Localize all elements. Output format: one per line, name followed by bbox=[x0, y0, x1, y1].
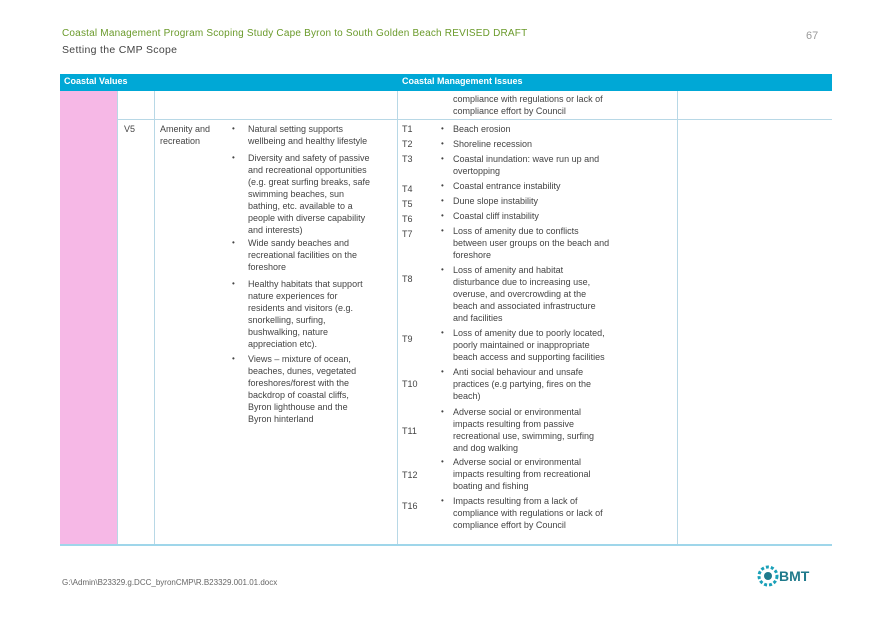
issue-code: T8 bbox=[402, 274, 413, 284]
value-item-line: (e.g. great surfing breaks, safe bbox=[248, 177, 371, 187]
issue-line: Impacts resulting from a lack of bbox=[453, 496, 578, 506]
issue-line: Coastal inundation: wave run up and bbox=[453, 154, 600, 164]
issue-line: and dog walking bbox=[453, 443, 519, 453]
bmt-logo-text: BMT bbox=[779, 568, 810, 584]
issue-line: Adverse social or environmental bbox=[453, 407, 582, 417]
bullet: • bbox=[441, 457, 444, 466]
bullet: • bbox=[441, 226, 444, 235]
divider bbox=[154, 91, 155, 545]
issue-line: boating and fishing bbox=[453, 481, 529, 491]
value-item-line: Natural setting supports bbox=[248, 124, 344, 134]
issue-code: T2 bbox=[402, 139, 413, 149]
issue-code: T6 bbox=[402, 214, 413, 224]
issue-line: Adverse social or environmental bbox=[453, 457, 582, 467]
issue-line: recreational use, swimming, surfing bbox=[453, 431, 595, 441]
value-item-line: recreational facilities on the bbox=[248, 250, 358, 260]
value-item-line: wellbeing and healthy lifestyle bbox=[248, 136, 368, 146]
bullet: • bbox=[232, 238, 235, 247]
value-name-line: recreation bbox=[160, 136, 201, 146]
value-item-line: foreshore bbox=[248, 262, 287, 272]
issue-line: compliance with regulations or lack of bbox=[453, 508, 603, 518]
issue-line: beach access and supporting facilities bbox=[453, 352, 605, 362]
bullet: • bbox=[441, 139, 444, 148]
value-item-line: bushwalking, nature bbox=[248, 327, 329, 337]
value-name-line: Amenity and bbox=[160, 124, 211, 134]
issue-code: T3 bbox=[402, 154, 413, 164]
issue-line: practices (e.g partying, fires on the bbox=[453, 379, 592, 389]
value-item-line: people with diverse capability bbox=[248, 213, 366, 223]
bullet: • bbox=[441, 124, 444, 133]
continued-text-line: compliance with regulations or lack of bbox=[453, 94, 603, 104]
issue-line: Anti social behaviour and unsafe bbox=[453, 367, 584, 377]
issue-line: impacts resulting from recreational bbox=[453, 469, 591, 479]
value-item-line: snorkelling, surfing, bbox=[248, 315, 326, 325]
continued-text-line: compliance effort by Council bbox=[453, 106, 566, 116]
bullet: • bbox=[441, 496, 444, 505]
bullet: • bbox=[441, 196, 444, 205]
issue-line: between user groups on the beach and bbox=[453, 238, 610, 248]
issue-line: overtopping bbox=[453, 166, 501, 176]
issue-line: Loss of amenity and habitat bbox=[453, 265, 564, 275]
value-item-line: beaches, dunes, vegetated bbox=[248, 366, 357, 376]
value-item-line: Wide sandy beaches and bbox=[248, 238, 350, 248]
bmt-logo-icon bbox=[757, 562, 779, 590]
issue-line: Loss of amenity due to poorly located, bbox=[453, 328, 605, 338]
issue-line: Coastal entrance instability bbox=[453, 181, 561, 191]
issue-line: foreshore bbox=[453, 250, 492, 260]
issue-line: poorly maintained or inappropriate bbox=[453, 340, 590, 350]
value-item-line: Views – mixture of ocean, bbox=[248, 354, 351, 364]
bullet: • bbox=[441, 407, 444, 416]
value-item-line: foreshores/forest with the bbox=[248, 378, 350, 388]
header-subtitle: Setting the CMP Scope bbox=[62, 44, 178, 56]
bmt-logo bbox=[757, 562, 817, 592]
value-item-line: and interests) bbox=[248, 225, 303, 235]
bullet: • bbox=[232, 124, 235, 133]
issue-line: beach and associated infrastructure bbox=[453, 301, 596, 311]
value-item-line: Byron hinterland bbox=[248, 414, 314, 424]
divider bbox=[117, 91, 118, 545]
table-bottom-border bbox=[60, 544, 832, 546]
issue-code: T1 bbox=[402, 124, 413, 134]
bullet: • bbox=[232, 354, 235, 363]
issue-line: beach) bbox=[453, 391, 481, 401]
value-item-line: swimming beaches, sun bbox=[248, 189, 345, 199]
bullet: • bbox=[441, 265, 444, 274]
issue-code: T16 bbox=[402, 501, 418, 511]
value-item-line: bathing, etc. available to a bbox=[248, 201, 353, 211]
issue-code: T7 bbox=[402, 229, 413, 239]
bullet: • bbox=[441, 211, 444, 220]
table-header-row bbox=[60, 74, 832, 91]
issue-code: T10 bbox=[402, 379, 418, 389]
issue-line: Dune slope instability bbox=[453, 196, 539, 206]
value-item-line: backdrop of coastal cliffs, bbox=[248, 390, 349, 400]
value-item-line: nature experiences for bbox=[248, 291, 338, 301]
issue-line: Coastal cliff instability bbox=[453, 211, 539, 221]
footer-file-path: G:\Admin\B23329.g.DCC_byronCMP\R.B23329.001.01.docx bbox=[62, 578, 278, 587]
value-item-line: Healthy habitats that support bbox=[248, 279, 363, 289]
coastal-values-table bbox=[60, 74, 832, 546]
issue-code: T11 bbox=[402, 426, 417, 436]
page-number: 67 bbox=[806, 30, 819, 42]
issue-line: Shoreline recession bbox=[453, 139, 533, 149]
issue-line: overuse, and overcrowding at the bbox=[453, 289, 587, 299]
issue-line: impacts resulting from passive bbox=[453, 419, 575, 429]
divider bbox=[677, 91, 678, 545]
issue-code: T9 bbox=[402, 334, 413, 344]
bullet: • bbox=[441, 154, 444, 163]
bullet: • bbox=[441, 181, 444, 190]
issue-code: T12 bbox=[402, 470, 418, 480]
issue-code: T5 bbox=[402, 199, 413, 209]
value-id: V5 bbox=[124, 124, 136, 134]
bullet: • bbox=[232, 279, 235, 288]
issue-line: Loss of amenity due to conflicts bbox=[453, 226, 579, 236]
bullet: • bbox=[441, 367, 444, 376]
header-coastal-management-issues: Coastal Management Issues bbox=[402, 76, 523, 86]
value-item-line: Diversity and safety of passive bbox=[248, 153, 370, 163]
row-divider bbox=[117, 119, 832, 120]
issue-line: Beach erosion bbox=[453, 124, 511, 134]
bullet: • bbox=[441, 328, 444, 337]
issue-line: and facilities bbox=[453, 313, 503, 323]
value-item-line: and recreational opportunities bbox=[248, 165, 367, 175]
issue-line: disturbance due to increasing use, bbox=[453, 277, 591, 287]
issue-line: compliance effort by Council bbox=[453, 520, 566, 530]
header-title: Coastal Management Program Scoping Study Cape Byron to South Golden Beach REVISED DRAFT bbox=[62, 28, 528, 39]
value-item-line: residents and visitors (e.g. bbox=[248, 303, 354, 313]
bullet: • bbox=[232, 153, 235, 162]
category-cell bbox=[60, 91, 117, 545]
issue-code: T4 bbox=[402, 184, 413, 194]
value-item-line: Byron lighthouse and the bbox=[248, 402, 348, 412]
divider bbox=[397, 91, 398, 545]
value-item-line: appreciation etc). bbox=[248, 339, 318, 349]
header-coastal-values: Coastal Values bbox=[64, 76, 128, 86]
